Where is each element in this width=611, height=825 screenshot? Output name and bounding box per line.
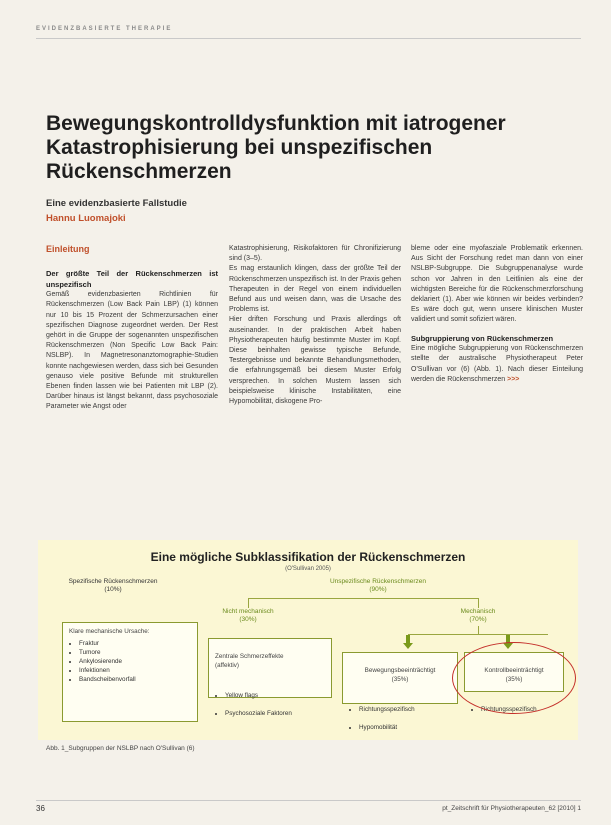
label-mechanical-text: Mechanisch bbox=[460, 608, 496, 615]
list-item: • Richtungsspezifisch bbox=[481, 705, 557, 714]
label-nonspecific bbox=[288, 578, 468, 594]
connector-line bbox=[478, 626, 479, 634]
subheading-unspezifisch: Der größte Teil der Rückenschmerzen ist unspezifisch bbox=[46, 269, 218, 289]
impairment-list bbox=[349, 696, 451, 741]
text-column-1 bbox=[46, 244, 218, 413]
box-head: Zentrale Schmerzeffekte (affektiv) bbox=[215, 653, 284, 669]
section-label: EVIDENZBASIERTE THERAPIE bbox=[36, 26, 173, 32]
box-specific-causes bbox=[62, 622, 198, 722]
figure-caption: Abb. 1_Subgruppen der NSLBP nach O'Sullivan (6) bbox=[46, 745, 195, 752]
figure-subclassification bbox=[38, 540, 578, 740]
top-band bbox=[36, 26, 581, 39]
label-specific-text: Spezifische Rückenschmerzen bbox=[68, 578, 158, 585]
text-column-3 bbox=[411, 244, 583, 385]
list-item: • Bandscheibenvorfall bbox=[79, 675, 191, 684]
journal-reference: pt_Zeitschrift für Physiotherapeuten_62 [2010] 1 bbox=[442, 805, 581, 812]
text-column-2 bbox=[229, 244, 401, 407]
figure-source: (O'Sullivan 2005) bbox=[285, 566, 331, 572]
label-nonspecific-text: Unspezifische Rückenschmerzen bbox=[329, 578, 427, 585]
highlight-circle bbox=[452, 642, 576, 714]
continue-marker: >>> bbox=[507, 375, 520, 383]
list-item: • Ankylosierende bbox=[79, 657, 191, 666]
paragraph: Katastrophisierung, Risikofaktoren für Chronifizierung sind (3–5). bbox=[229, 245, 401, 263]
paragraph: bleme oder eine myofasziale Problematik erkennen. Aus Sicht der Forschung redet man dann von einer NSLBP-Subgruppe. Die Subgruppenanalyse wurde schon vor Jahren in den Leitlinien als eine der wichtigsten Bereiche für die Rückenschmerzforschung deklariert (1). Aber wie können wir beides verbinden? Es wäre doch gut, wenn unsere klinischen Muster validiert und somit sofiziert wären. bbox=[411, 245, 583, 324]
subheading-subgruppierung: Subgruppierung von Rückenschmerzen bbox=[411, 333, 554, 343]
paragraph: Es mag erstaunlich klingen, dass der größte Teil der Rückenschmerzen unspezifisch ist. In der Praxis gehen Therapeuten in der Regel von einem individuellen Befund aus und weisen dann, was die Ursache des Problems ist. bbox=[229, 265, 401, 314]
connector-line bbox=[248, 598, 478, 599]
page-number: 36 bbox=[36, 804, 45, 813]
label-mechanical bbox=[438, 608, 518, 624]
article-author: Hannu Luomajoki bbox=[46, 213, 126, 224]
paragraph bbox=[411, 344, 583, 385]
figure-title: Eine mögliche Subklassifikation der Rückenschmerzen bbox=[150, 550, 466, 564]
box-movement-impaired bbox=[342, 652, 458, 731]
box-head: Klare mechanische Ursache: bbox=[69, 628, 150, 635]
connector-line bbox=[408, 634, 548, 635]
connector-line bbox=[248, 598, 249, 608]
list-item: • Fraktur bbox=[79, 639, 191, 648]
paragraph: Hier driften Forschung und Praxis allerdings oft auseinander. In der praktischen Arbeit haben Physiotherapeuten häufig bestimmte Muster im Kopf. Diese beinhalten gewisse typische Befunde, Testergebnisse und bekannte Behandlungsmethoden, die erfahrungsgemäß bei diesem Muster Erfolg versprechen. In solchen Mustern lassen sich beispielsweise klinische Instabilitäten, eine Hypomobilität, diskogene Pro- bbox=[229, 316, 401, 406]
paragraph-text: Eine mögliche Subgruppierung von Rückenschmerzen stellte der australische Physiotherapeut Peter O'Sullivan vor (6) (Abb. 1). Nach dieser Einteilung werden die Rückenschmerzen bbox=[411, 345, 583, 383]
list-item: • Yellow flags bbox=[225, 691, 325, 700]
box-head: Kontrollbeeinträchtigt (35%) bbox=[484, 667, 544, 683]
cause-list bbox=[69, 639, 191, 684]
label-not-mechanical-percent: (30%) bbox=[239, 616, 257, 623]
label-not-mechanical bbox=[208, 608, 288, 624]
article-title: Bewegungskontrolldysfunktion mit iatrogener Katastrophisierung bei unspezifischen Rückenschmerzen bbox=[46, 112, 506, 183]
list-item: • Richtungsspezifisch bbox=[359, 705, 451, 714]
list-item: • Infektionen bbox=[79, 666, 191, 675]
factor-list bbox=[215, 682, 325, 727]
paragraph: Gemäß evidenzbasierten Richtlinien für Rückenschmerzen (Low Back Pain LBP) (1) können nur 10 bis 15 Prozent der Schmerzursachen einer spezifischen Diagnose zugeordnet werden. Der Rest gehört in die Gruppe der sogenannten unspezifischen Rückenschmerzen (Non Specific Low Back Pain: NSLBP). In Magnetresonanztomographie-Studien konnte nachgewiesen werden, dass sich bei Gesunden genauso viele positive Befunde mit strukturellen Ebenen finden lassen wie bei Patienten mit LBP (2). Darüber hinaus ist längst bekannt, dass psychosoziale Parameter wie Angst oder bbox=[46, 291, 218, 411]
page-footer bbox=[36, 800, 581, 815]
section-heading-einleitung: Einleitung bbox=[46, 244, 90, 254]
article-subtitle: Eine evidenzbasierte Fallstudie bbox=[46, 198, 187, 209]
label-nonspecific-percent: (90%) bbox=[369, 586, 387, 593]
arrow-down-icon bbox=[404, 635, 412, 649]
label-specific bbox=[48, 578, 178, 594]
label-not-mechanical-text: Nicht mechanisch bbox=[222, 608, 274, 615]
box-not-mechanical bbox=[208, 638, 332, 717]
list-item: • Hypomobilität bbox=[359, 723, 451, 732]
label-mechanical-percent: (70%) bbox=[469, 616, 487, 623]
list-item: • Tumore bbox=[79, 648, 191, 657]
box-head: Bewegungsbeeinträchtigt (35%) bbox=[364, 667, 436, 683]
list-item: • Psychosoziale Faktoren bbox=[225, 709, 325, 718]
label-specific-percent: (10%) bbox=[104, 586, 122, 593]
connector-line bbox=[478, 598, 479, 608]
